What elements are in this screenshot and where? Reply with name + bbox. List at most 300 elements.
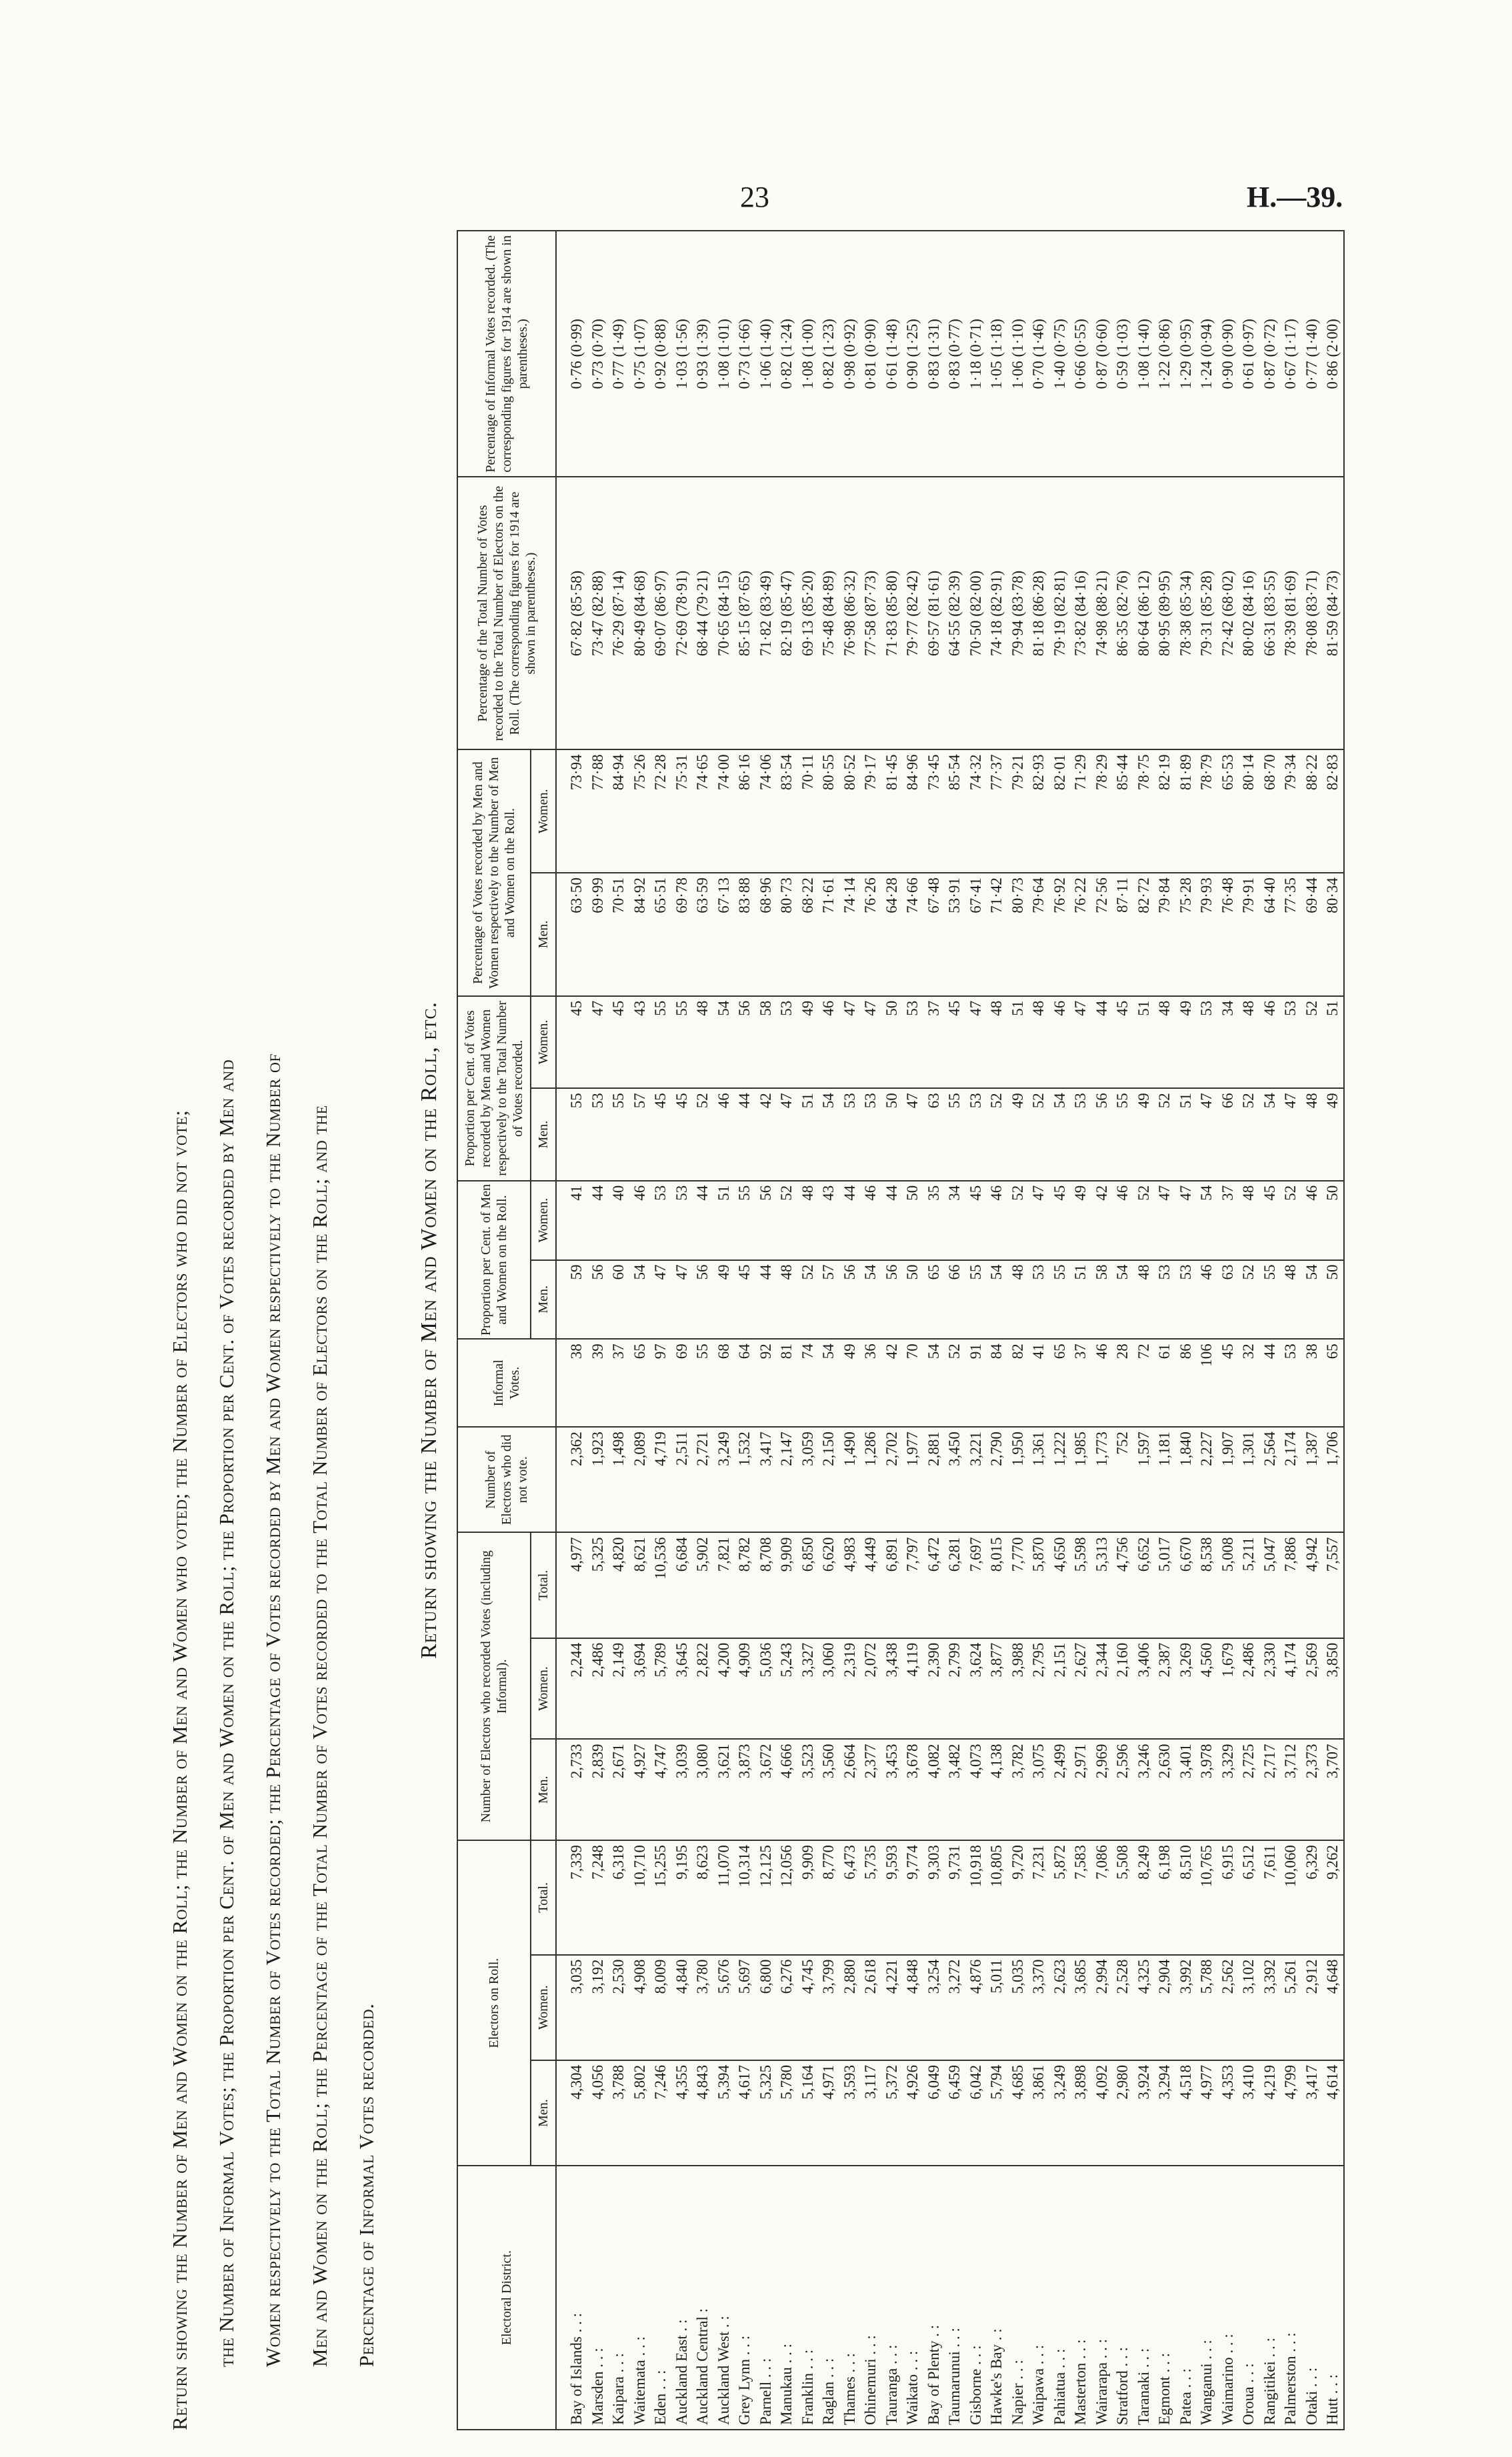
table-cell: 3,877 [986,1638,1007,1740]
district-name-cell: Eden . . : [650,2166,671,2430]
header-women: Women. [531,1955,556,2060]
table-cell: 3,788 [608,2060,629,2166]
table-cell: 47 [671,1260,693,1340]
table-cell: 2,528 [1112,1955,1133,2060]
table-cell: 35 [923,1181,945,1260]
table-cell: 49 [1007,1088,1029,1181]
table-cell: 11,070 [713,1840,735,1954]
table-cell: 34 [1217,996,1239,1089]
table-cell: 2,664 [839,1739,861,1840]
table-cell: 4,756 [1112,1532,1133,1638]
document-title [157,230,390,2430]
table-cell: 56 [692,1260,713,1340]
table-cell: 2,717 [1259,1739,1281,1840]
table-cell: 55 [1259,1260,1281,1340]
table-cell: 4,666 [776,1739,797,1840]
table-cell: 80·55 [818,749,839,873]
table-cell: 76·22 [1070,873,1091,996]
table-cell: 53 [860,1088,881,1181]
table-cell: 41 [1028,1339,1049,1427]
table-cell: 32 [1238,1339,1259,1427]
table-cell: 64 [734,1339,755,1427]
table-cell: 2,244 [556,1638,587,1740]
table-cell: 8,538 [1196,1532,1217,1638]
district-name-cell: Wairarapa . . : [1091,2166,1113,2430]
title-line: the Number of Informal Votes; the Proportion per Cent. of Men and Women on the Roll; the Proportion per Cent. of Votes recorded by Men and [215,1059,238,2367]
table-cell: 53 [1154,1260,1175,1340]
table-cell: 9,195 [671,1840,693,1954]
table-cell: 4,325 [1133,1955,1155,2060]
header-women: Women. [531,996,556,1089]
table-cell: 48 [1133,1260,1155,1340]
district-name-cell: Pahiatua . . : [1049,2166,1071,2430]
table-cell: 51 [797,1088,819,1181]
table-cell: 3,117 [860,2060,881,2166]
table-row [1154,231,1175,2430]
table-cell: 6,198 [1154,1840,1175,1954]
table-cell: 4,977 [1196,2060,1217,2166]
table-cell: 47 [1280,1088,1301,1181]
table-row [671,231,693,2430]
table-cell: 52 [1280,1181,1301,1260]
table-cell: 0·98 (0·92) [839,231,861,477]
table-cell: 4,977 [556,1532,587,1638]
table-cell: 82·93 [1028,749,1049,873]
table-cell: 3,246 [1133,1739,1155,1840]
table-cell: 66·31 (83·55) [1259,477,1281,749]
table-cell: 4,353 [1217,2060,1239,2166]
table-cell: 2,564 [1259,1427,1281,1532]
table-cell: 6,318 [608,1840,629,1954]
table-cell: 0·87 (0·72) [1259,231,1281,477]
table-cell: 79·84 [1154,873,1175,996]
table-cell: 38 [1301,1339,1323,1427]
district-name-cell: Raglan . . : [818,2166,839,2430]
table-cell: 77·37 [986,749,1007,873]
table-row [1091,231,1113,2430]
district-name-cell: Grey Lynn . . : [734,2166,755,2430]
table-cell: 50 [1322,1181,1344,1260]
table-cell: 47 [776,1088,797,1181]
table-cell: 2,499 [1049,1739,1071,1840]
table-cell: 52 [797,1260,819,1340]
table-cell: 72·28 [650,749,671,873]
district-name-cell: Taranaki . . : [1133,2166,1155,2430]
table-cell: 51 [713,1181,735,1260]
table-cell: 56 [1091,1088,1113,1181]
table-cell: 0·77 (1·40) [1301,231,1323,477]
table-cell: 4,747 [650,1739,671,1840]
table-cell: 1,923 [587,1427,609,1532]
header-informal: Informal Votes. [457,1339,556,1427]
table-cell: 6,049 [923,2060,945,2166]
table-cell: 1·05 (1·18) [986,231,1007,477]
table-cell: 0·82 (1·23) [818,231,839,477]
table-cell: 0·90 (0·90) [1217,231,1239,477]
table-cell: 47 [902,1088,923,1181]
district-name-cell: Oroua . . : [1238,2166,1259,2430]
table-cell: 81·18 (86·28) [1028,477,1049,749]
table-cell: 55 [650,996,671,1089]
table-cell: 2,912 [1301,1955,1323,2060]
table-cell: 53·91 [944,873,965,996]
table-cell: 2,151 [1049,1638,1071,1740]
table-cell: 1·22 (0·86) [1154,231,1175,477]
table-row [1133,231,1155,2430]
table-cell: 4,908 [629,1955,651,2060]
header-recorded: Number of Electors who recorded Votes (including Informal). [457,1532,531,1840]
table-cell: 45 [1259,1181,1281,1260]
table-cell: 52 [692,1088,713,1181]
table-row [608,231,629,2430]
table-cell: 4,909 [734,1638,755,1740]
table-cell: 54 [986,1260,1007,1340]
table-cell: 64·28 [881,873,903,996]
table-cell: 5,211 [1238,1532,1259,1638]
table-cell: 69·99 [587,873,609,996]
table-row [1175,231,1197,2430]
table-cell: 3,035 [556,1955,587,2060]
table-cell: 47 [650,1260,671,1340]
table-cell: 65·53 [1217,749,1239,873]
table-cell: 2,149 [608,1638,629,1740]
table-cell: 56 [881,1260,903,1340]
table-cell: 74·32 [965,749,987,873]
table-cell: 73·82 (84·16) [1070,477,1091,749]
table-cell: 53 [965,1088,987,1181]
table-cell: 6,620 [818,1532,839,1638]
table-row [986,231,1007,2430]
table-cell: 44 [1091,996,1113,1089]
table-cell: 2,330 [1259,1638,1281,1740]
table-cell: 0·82 (1·24) [776,231,797,477]
table-cell: 43 [818,1181,839,1260]
table-cell: 0·59 (1·03) [1112,231,1133,477]
table-cell: 80·73 [776,873,797,996]
table-cell: 56 [734,996,755,1089]
table-cell: 74·18 (82·91) [986,477,1007,749]
table-cell: 2,486 [1238,1638,1259,1740]
table-cell: 51 [1322,996,1344,1089]
title-line: Percentage of Informal Votes recorded. [355,2003,378,2367]
table-cell: 6,670 [1175,1532,1197,1638]
table-cell: 79·17 [860,749,881,873]
table-cell: 52 [1238,1260,1259,1340]
table-cell: 53 [839,1088,861,1181]
district-name-cell: Otaki . . : [1301,2166,1323,2430]
table-cell: 76·48 [1217,873,1239,996]
table-cell: 4,942 [1301,1532,1323,1638]
table-cell: 12,056 [776,1840,797,1954]
header-district: Electoral District. [457,2166,556,2430]
table-cell: 84·96 [902,749,923,873]
table-cell: 6,276 [776,1955,797,2060]
table-cell: 8,510 [1175,1840,1197,1954]
table-cell: 79·19 (82·81) [1049,477,1071,749]
table-cell: 46 [1112,1181,1133,1260]
table-cell: 52 [986,1088,1007,1181]
table-cell: 3,672 [755,1739,777,1840]
table-cell: 10,710 [629,1840,651,1954]
table-cell: 1,706 [1322,1427,1344,1532]
table-cell: 48 [692,996,713,1089]
district-name-cell: Rangitikei . . : [1259,2166,1281,2430]
table-cell: 45 [1217,1339,1239,1427]
header-pct-total: Percentage of the Total Number of Votes recorded to the Total Number of Electors on the Roll. (The corresponding figures for 1914 are shown in parentheses.) [457,477,556,749]
table-cell: 6,472 [923,1532,945,1638]
table-cell: 71·42 [986,873,1007,996]
table-cell: 49 [797,996,819,1089]
table-cell: 0·81 (0·90) [860,231,881,477]
table-cell: 69·07 (86·97) [650,477,671,749]
table-cell: 50 [881,1088,903,1181]
table-cell: 53 [1070,1088,1091,1181]
table-cell: 4,219 [1259,2060,1281,2166]
table-cell: 12,125 [755,1840,777,1954]
table-cell: 2,725 [1238,1739,1259,1840]
table-cell: 0·87 (0·60) [1091,231,1113,477]
table-cell: 49 [839,1339,861,1427]
table-cell: 81·45 [881,749,903,873]
table-cell: 71·83 (85·80) [881,477,903,749]
district-name-cell: Waimarino . . : [1217,2166,1239,2430]
header-men: Men. [531,873,556,996]
table-cell: 36 [860,1339,881,1427]
table-cell: 45 [608,996,629,1089]
table-cell: 5,047 [1259,1532,1281,1638]
district-name-cell: Patea . . : [1175,2166,1197,2430]
table-cell: 77·58 (87·73) [860,477,881,749]
table-cell: 5,780 [776,2060,797,2166]
table-cell: 81·59 (84·73) [1322,477,1344,749]
table-cell: 55 [944,1088,965,1181]
table-cell: 54 [1301,1260,1323,1340]
table-cell: 2,344 [1091,1638,1113,1740]
table-cell: 6,891 [881,1532,903,1638]
table-cell: 10,314 [734,1840,755,1954]
header-men: Men. [531,2060,556,2166]
table-cell: 3,254 [923,1955,945,2060]
table-cell: 73·45 [923,749,945,873]
table-cell: 47 [1196,1088,1217,1181]
table-cell: 48 [1238,996,1259,1089]
table-cell: 5,325 [587,1532,609,1638]
table-cell: 0·66 (0·55) [1070,231,1091,477]
table-cell: 3,075 [1028,1739,1049,1840]
table-cell: 80·64 (86·12) [1133,477,1155,749]
table-cell: 55 [1049,1260,1071,1340]
table-cell: 10,805 [986,1840,1007,1954]
table-cell: 2,530 [608,1955,629,2060]
table-cell: 66 [944,1260,965,1340]
table-cell: 74 [797,1339,819,1427]
table-cell: 5,508 [1112,1840,1133,1954]
table-cell: 64·40 [1259,873,1281,996]
table-cell: 71·61 [818,873,839,996]
table-cell: 52 [944,1339,965,1427]
table-cell: 3,192 [587,1955,609,2060]
table-cell: 3,102 [1238,1955,1259,2060]
table-cell: 79·31 (85·28) [1196,477,1217,749]
table-cell: 2,904 [1154,1955,1175,2060]
table-cell: 72·56 [1091,873,1113,996]
table-cell: 3,417 [755,1427,777,1532]
table-cell: 4,119 [902,1638,923,1740]
table-cell: 7,886 [1280,1532,1301,1638]
table-cell: 2,377 [860,1739,881,1840]
table-cell: 2,839 [587,1739,609,1840]
district-name-cell: Bay of Plenty . : [923,2166,945,2430]
table-cell: 7,339 [556,1840,587,1954]
table-cell: 3,978 [1196,1739,1217,1840]
table-cell: 47 [587,996,609,1089]
district-name-cell: Gisborne . . : [965,2166,987,2430]
table-cell: 70·11 [797,749,819,873]
table-cell: 7,086 [1091,1840,1113,1954]
table-cell: 81·89 [1175,749,1197,873]
table-cell: 68·44 (79·21) [692,477,713,749]
table-cell: 8,782 [734,1532,755,1638]
table-cell: 67·41 [965,873,987,996]
table-cell: 83·88 [734,873,755,996]
table-row [776,231,797,2430]
table-cell: 7,697 [965,1532,987,1638]
table-cell: 80·73 [1007,873,1029,996]
district-name-cell: Auckland East . : [671,2166,693,2430]
table-row [1007,231,1029,2430]
table-row [818,231,839,2430]
table-cell: 45 [965,1181,987,1260]
table-cell: 51 [1133,996,1155,1089]
table-cell: 78·08 (83·71) [1301,477,1323,749]
table-row [860,231,881,2430]
table-cell: 4,971 [818,2060,839,2166]
table-cell: 2,971 [1070,1739,1091,1840]
table-cell: 0·70 (1·46) [1028,231,1049,477]
district-name-cell: Ohinemuri . . : [860,2166,881,2430]
table-cell: 7,797 [902,1532,923,1638]
table-cell: 5,735 [860,1840,881,1954]
table-cell: 0·61 (1·48) [881,231,903,477]
table-cell: 63·50 [556,873,587,996]
header-women: Women. [531,749,556,873]
table-cell: 55 [692,1339,713,1427]
table-cell: 52 [1007,1181,1029,1260]
table-cell: 80·14 [1238,749,1259,873]
table-cell: 54 [818,1088,839,1181]
table-cell: 47 [965,996,987,1089]
table-cell: 1,679 [1217,1638,1239,1740]
table-cell: 79·93 [1196,873,1217,996]
table-cell: 10,765 [1196,1840,1217,1954]
table-cell: 2,795 [1028,1638,1049,1740]
district-name-cell: Palmerston . . : [1280,2166,1301,2430]
table-cell: 7,248 [587,1840,609,1954]
table-cell: 3,621 [713,1739,735,1840]
table-cell: 57 [818,1260,839,1340]
table-cell: 2,596 [1112,1739,1133,1840]
table-row [1238,231,1259,2430]
table-cell: 47 [1028,1181,1049,1260]
table-cell: 53 [1196,996,1217,1089]
table-cell: 1,840 [1175,1427,1197,1532]
table-cell: 57 [629,1088,651,1181]
table-cell: 106 [1196,1339,1217,1427]
table-cell: 86·35 (82·76) [1112,477,1133,749]
table-cell: 44 [692,1181,713,1260]
table-cell: 49 [1322,1088,1344,1181]
table-cell: 75·48 (84·89) [818,477,839,749]
table-cell: 1,532 [734,1427,755,1532]
table-cell: 46 [1049,996,1071,1089]
table-cell: 4,927 [629,1739,651,1840]
table-cell: 4,449 [860,1532,881,1638]
table-cell: 47 [1070,996,1091,1089]
table-cell: 3,417 [1301,2060,1323,2166]
table-cell: 7,246 [650,2060,671,2166]
table-cell: 2,562 [1217,1955,1239,2060]
header-pct-informal: Percentage of Informal Votes recorded. (The corresponding figures for 1914 are shown in parentheses.) [457,231,556,477]
table-body [556,231,1344,2430]
table-cell: 8,249 [1133,1840,1155,1954]
table-cell: 1,490 [839,1427,861,1532]
table-cell: 15,255 [650,1840,671,1954]
table-cell: 74·65 [692,749,713,873]
table-cell: 78·39 (81·69) [1280,477,1301,749]
table-cell: 76·98 (86·32) [839,477,861,749]
table-cell: 1,301 [1238,1427,1259,1532]
table-cell: 37 [1217,1181,1239,1260]
table-cell: 4,073 [965,1739,987,1840]
district-name-cell: Waitemata . . : [629,2166,651,2430]
title-line: Women respectively to the Total Number of Votes recorded; the Percentage of Votes recorded by Men and Women respectively to the Number of [261,1053,285,2367]
table-cell: 38 [556,1339,587,1427]
table-cell: 3,059 [797,1427,819,1532]
table-cell: 9,262 [1322,1840,1344,1954]
table-cell: 5,676 [713,1955,735,2060]
district-name-cell: Parnell . . : [755,2166,777,2430]
table-cell: 2,147 [776,1427,797,1532]
table-cell: 6,684 [671,1532,693,1638]
table-cell: 0·75 (1·07) [629,231,651,477]
table-cell: 60 [608,1260,629,1340]
table-cell: 77·35 [1280,873,1301,996]
table-row [965,231,987,2430]
table-cell: 52 [1154,1088,1175,1181]
table-cell: 2,969 [1091,1739,1113,1840]
table-cell: 4,092 [1091,2060,1113,2166]
table-cell: 3,080 [692,1739,713,1840]
table-cell: 54 [629,1260,651,1340]
table-cell: 9,720 [1007,1840,1029,1954]
table-row [629,231,651,2430]
table-cell: 5,902 [692,1532,713,1638]
table-cell: 2,319 [839,1638,861,1740]
table-cell: 54 [818,1339,839,1427]
table-cell: 74·06 [755,749,777,873]
table-cell: 42 [1091,1181,1113,1260]
table-cell: 79·91 [1238,873,1259,996]
table-cell: 7,770 [1007,1532,1029,1638]
table-cell: 74·14 [839,873,861,996]
table-row [1280,231,1301,2430]
table-cell: 9,774 [902,1840,923,1954]
table-cell: 1,907 [1217,1427,1239,1532]
table-cell: 0·73 (0·70) [587,231,609,477]
table-cell: 75·31 [671,749,693,873]
header-men: Men. [531,1739,556,1840]
table-cell: 6,652 [1133,1532,1155,1638]
